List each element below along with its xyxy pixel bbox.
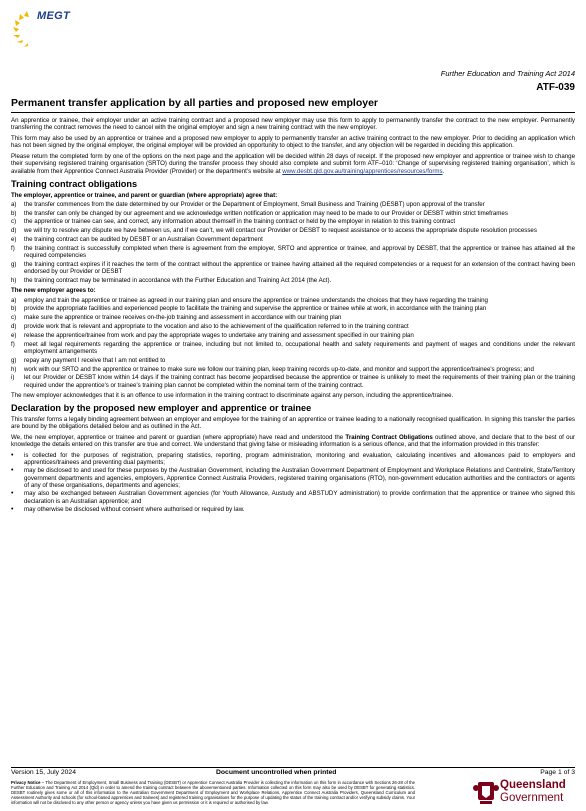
- list-item: [11, 210, 575, 217]
- list-item: [11, 374, 575, 389]
- bullet-item: [11, 452, 575, 467]
- obligations-lead: The employer, apprentice or trainee, and parent or guardian (where appropriate) agree that:: [11, 191, 278, 199]
- act-reference: Further Education and Training Act 2014: [440, 69, 575, 78]
- list-item: [11, 332, 575, 339]
- declaration-paragraph-1: This transfer forms a legally binding agreement between an employer and employee for the training of an apprentice or trainee leading to a nationally recognised qualification. In signing this transfer the parties are bound by the obligations detailed below and as outlined in the Act.: [11, 415, 575, 430]
- list-item-text: the training contract can be audited by DESBT or an Australian Government department: [24, 236, 263, 244]
- list-item-label: i): [11, 374, 15, 382]
- list-item-text: the transfer commences from the date determined by our Provider or the Department of Employment, Small Business and Training (DESBT) upon approval of the transfer: [24, 200, 485, 208]
- list-item-text: work with our SRTO and the apprentice or trainee to make sure we follow our training plan, keep training records up-to-date, and monitor and support the apprentice/trainee's progress; and: [24, 365, 534, 373]
- list-item-text: the transfer can only be changed by our agreement and we acknowledge written notification or application may need to be made to our Provider or DESBT within strict timeframes: [24, 209, 508, 217]
- list-item-text: the training contract expires if it reaches the term of the contract without the apprentice or trainee having attained all the required competencies or a request for an extension of the contract having been endorsed by our Provider or DESBT: [24, 260, 575, 276]
- obligations-closing: The new employer acknowledges that it is an offence to use information in the training contract to discriminate against any person, including the apprentice/trainee.: [11, 391, 454, 399]
- list-item: [11, 314, 575, 321]
- list-item-text: we will try to resolve any dispute we have between us, and if we can’t, we will contact our Provider or DESBT to request assistance or to access the appropriate dispute resolution processes: [24, 227, 537, 235]
- list-item-text: the apprentice or trainee can see, and correct, any information about themself in the training contract or held by the employer in relation to this training contract: [24, 218, 456, 226]
- list-item-label: f): [11, 340, 15, 348]
- list-item: [11, 366, 575, 373]
- list-item-label: e): [11, 331, 17, 339]
- bullet-icon: •: [11, 451, 14, 459]
- declaration-bullets: [11, 452, 575, 513]
- list-item: [11, 261, 575, 276]
- list-item-label: h): [11, 365, 17, 373]
- list-item-text: let our Provider or DESBT know within 14 days if the training contract has become jeopardised because the apprentice or trainee is unlikely to meet the requirements of their training plan or the training required under the apprentice's or trainee's training plan cannot be completed within the nominal term of the training contract.: [24, 374, 575, 389]
- list-item-text: employ and train the apprentice or trainee as agreed in our training plan and ensure the apprentice or trainee understands the choices that they have regarding the training: [24, 296, 488, 304]
- privacy-notice: Privacy Notice – The Department of Employment, Small Business and Training (DESBT) or Apprentice Connect Australia Provider is collecting the information on this form in accordance with Sections 26-28 of the Further Education and Training Act 2014 (Qld) in order to amend the training contract between the abovementioned parties. Information collected on this form may also be used by DESBT for generating statistics. DESBT routinely gives some or all of this information to the Australian Government Department of Employment and Workplace Relations, Apprentice Connect Australia Providers, Queensland Curriculum and Assessment Authority and schools (for school-based apprentices and trainees) and registered training organisations for the purpose of updating the status of the training contract and/or verifying subsidy claims. Your information will not be disclosed to any other person or agency unless you have given us permission or it is required or authorised by law.: [11, 780, 416, 806]
- list-item: [11, 305, 575, 312]
- list-item-text: provide work that is relevant and appropriate to the vocation and also to the achievement of the qualification referred to in the training contract: [24, 323, 409, 331]
- list-item-label: c): [11, 218, 17, 226]
- bullet-item: [11, 467, 575, 489]
- list-item: [11, 227, 575, 234]
- list-item-label: e): [11, 236, 17, 244]
- bullet-icon: •: [11, 505, 14, 513]
- list-item-text: meet all legal requirements regarding the apprentice or trainee, including but not limited to, occupational health and safety requirements and payment of wages and conditions under the relevant employment arrangements: [24, 340, 575, 355]
- intro-paragraph-1: An apprentice or trainee, their employer under an active training contract and a proposed new employer may use this form to apply to permanently transfer the contract to the new employer. Permanently transferring the contract removes the need to cancel with the original employer and sign a new training contract with the new employer.: [11, 117, 575, 132]
- forms-link[interactable]: www.desbt.qld.gov.au/training/apprentices/resources/forms: [282, 167, 443, 175]
- list-item-label: g): [11, 260, 17, 268]
- version-label: Version 15, July 2024: [11, 769, 76, 776]
- intro-paragraph-2: This form may also be used by an apprentice or trainee and a proposed new employer to apply to permanently transfer an active training contract to the new employer. Prior to deciding an application which has not been signed by the original employer, the original employer will be provided an opportunity to object to the transfer, and any objection will be regarded in deciding this application.: [11, 135, 575, 150]
- list-item: [11, 277, 575, 284]
- uncontrolled-notice: Document uncontrolled when printed: [216, 769, 337, 776]
- queensland-wordmark: Queensland: [500, 779, 566, 791]
- form-number: ATF-039: [536, 82, 575, 93]
- list-item-label: a): [11, 296, 17, 304]
- page-number: Page 1 of 3: [540, 769, 575, 776]
- main-content: [11, 117, 575, 514]
- bullet-icon: •: [11, 467, 14, 475]
- declaration-paragraph-2: We, the new employer, apprentice or trainee and parent or guardian (where appropriate) have read and understood the Training Contract Obligations outlined above, and declare that to the best of our knowledge the details entered on this transfer are true and correct. We understand that giving false or misleading information is a serious offence, and that the information provided in this transfer:: [11, 433, 575, 449]
- page-title: Permanent transfer application by all parties and proposed new employer: [11, 97, 379, 109]
- bullet-text: may be disclosed to and used for these purposes by the Australian Government, including the Australian Government Department of Employment and Workplace Relations and Centrelink, State/Territory government departments and agencies, employers, Apprentice Connect Australia Providers, registered training organisations (RTO), non-government education authorities and the contractors or agents of any of these organisations, departments and agencies;: [24, 467, 575, 490]
- list-item-text: release the apprentice/trainee from work and pay the appropriate wages to undertake any training and assessment specified in our training plan: [24, 331, 414, 339]
- list-item: [11, 357, 575, 364]
- list-item-label: b): [11, 305, 17, 313]
- list-item-label: a): [11, 200, 17, 208]
- list-item-label: c): [11, 314, 17, 322]
- list-item-label: d): [11, 323, 17, 331]
- megt-logo-text: MEGT: [37, 10, 70, 22]
- obligations-heading: Training contract obligations: [11, 178, 138, 189]
- list-item: [11, 218, 575, 225]
- list-item-text: the training contract may be terminated in accordance with the Further Education and Training Act 2014 (the Act).: [24, 277, 332, 285]
- list-item: [11, 201, 575, 208]
- list-item-label: b): [11, 209, 17, 217]
- list-item-label: g): [11, 356, 17, 364]
- list-item-label: d): [11, 227, 17, 235]
- declaration-heading: Declaration by the proposed new employer and apprentice or trainee: [11, 402, 312, 413]
- government-wordmark: Government: [500, 792, 564, 804]
- list-item: [11, 245, 575, 260]
- list-item: [11, 341, 575, 356]
- bullet-text: may also be exchanged between Australian Government agencies (for Youth Allowance, Austudy and ABSTUDY administration) to provide confirmation that the apprentice or trainee who signed this declaration is an Australian apprentice; and: [24, 490, 575, 505]
- title-divider: [11, 112, 575, 113]
- list-item-text: provide the appropriate facilities and experienced people to facilitate the training and supervise the apprentice or trainee while at work, in accordance with the training plan: [24, 305, 487, 313]
- bullet-text: is collected for the purposes of registration, preparing statistics, reporting, program administration, monitoring and evaluation, calculating incentives and allowances paid to employers and apprentices/trainees and preventing dual payments;: [24, 451, 575, 467]
- list-item-label: h): [11, 277, 17, 285]
- bullet-icon: •: [11, 490, 14, 498]
- bullet-item: [11, 490, 575, 505]
- employer-obligations-list: [11, 297, 575, 389]
- list-item-text: make sure the apprentice or trainee receives on-the-job training and assessment in accordance with our training plan: [24, 314, 342, 322]
- bullet-text: may otherwise be disclosed without consent where authorised or required by law.: [24, 505, 245, 513]
- list-item-label: f): [11, 244, 15, 252]
- employer-lead: The new employer agrees to:: [11, 287, 96, 295]
- bullet-item: [11, 506, 575, 513]
- list-item-text: repay any payment I receive that I am not entitled to: [24, 356, 166, 364]
- list-item: [11, 323, 575, 330]
- intro-paragraph-3: Please return the completed form by one of the options on the next page and the application will be decided within 28 days of receipt. If the proposed new employer and apprentice or trainee wish to change their supervising registered training organisation (SRTO) during the transfer process they should also complete and submit form ATF–010: ‘Change of supervising registered training organisation’, which is available from their Apprentice Connect Australia Provider (Provider) or the department’s website at www.desbt.qld.gov.au/training/apprentices/resources/forms.: [11, 153, 575, 175]
- list-item: [11, 236, 575, 243]
- list-item-text: the training contract is successfully completed when there is agreement from the employer, SRTO and apprentice or trainee, and approval by DESBT, that the apprentice or trainee has attained all the required competencies: [24, 244, 575, 260]
- footer-divider: [11, 767, 575, 768]
- list-item: [11, 297, 575, 304]
- obligations-list: [11, 201, 575, 284]
